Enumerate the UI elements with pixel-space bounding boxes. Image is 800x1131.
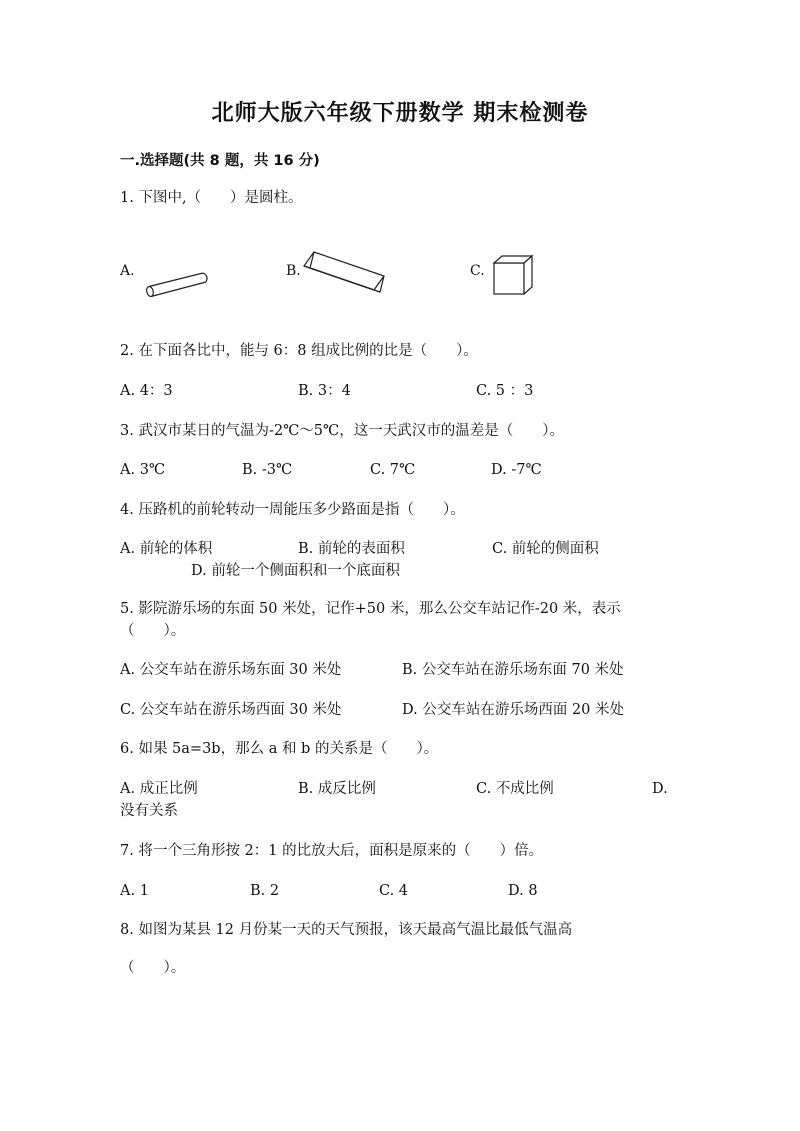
q1-option-b-label: B. <box>286 263 301 279</box>
question-8-stem-cont: （ ）。 <box>120 960 186 976</box>
question-7-stem: 7. 将一个三角形按 2：1 的比放大后，面积是原来的（ ）倍。 <box>120 843 544 859</box>
question-5-stem: 5. 影院游乐场的东面 50 米处，记作+50 米，那么公交车站记作-20 米，表示 <box>120 601 621 617</box>
q2-option-b: B. 3：4 <box>298 383 351 399</box>
q6-option-b: B. 成反比例 <box>298 781 376 797</box>
q2-option-a: A. 4：3 <box>120 383 173 399</box>
question-2-stem: 2. 在下面各比中，能与 6：8 组成比例的比是（ ）。 <box>120 343 478 359</box>
q4-option-d: D. 前轮一个侧面积和一个底面积 <box>191 563 400 579</box>
q1-option-c-label: C. <box>470 263 485 279</box>
question-5-stem-cont: （ ）。 <box>120 623 186 639</box>
q4-option-c: C. 前轮的侧面积 <box>492 541 599 557</box>
question-8-stem: 8. 如图为某县 12 月份某一天的天气预报，该天最高气温比最低气温高 <box>120 922 573 938</box>
q6-option-d: D. <box>652 781 668 797</box>
q3-option-c: C. 7℃ <box>370 462 416 478</box>
q1-option-a-label: A. <box>120 263 135 279</box>
question-3-stem: 3. 武汉市某日的气温为-2℃～5℃，这一天武汉市的温差是（ ）。 <box>120 423 564 439</box>
q7-option-b: B. 2 <box>250 883 280 899</box>
q6-option-a: A. 成正比例 <box>120 781 198 797</box>
q4-option-b: B. 前轮的表面积 <box>298 541 405 557</box>
q3-option-b: B. -3℃ <box>242 462 293 478</box>
q5-option-b: B. 公交车站在游乐场东面 70 米处 <box>402 662 624 678</box>
q3-option-d: D. -7℃ <box>491 462 542 478</box>
q2-option-c: C. 5 ：3 <box>476 383 534 399</box>
q4-option-a: A. 前轮的体积 <box>120 541 213 557</box>
page-title: 北师大版六年级下册数学 期末检测卷 <box>211 101 589 126</box>
section-heading: 一.选择题(共 8 题，共 16 分) <box>120 153 320 169</box>
q5-option-d: D. 公交车站在游乐场西面 20 米处 <box>402 702 624 718</box>
cube-figure <box>490 252 536 298</box>
question-6-stem: 6. 如果 5a=3b，那么 a 和 b 的关系是（ ）。 <box>120 741 439 757</box>
cylinder-rod-figure <box>140 268 212 300</box>
q6-option-d-text: 没有关系 <box>120 803 178 819</box>
q5-option-c: C. 公交车站在游乐场西面 30 米处 <box>120 702 342 718</box>
q7-option-a: A. 1 <box>120 883 149 899</box>
q3-option-a: A. 3℃ <box>120 462 166 478</box>
q7-option-d: D. 8 <box>508 883 538 899</box>
triangular-prism-figure <box>300 246 386 294</box>
q5-option-a: A. 公交车站在游乐场东面 30 米处 <box>120 662 342 678</box>
question-4-stem: 4. 压路机的前轮转动一周能压多少路面是指（ ）。 <box>120 502 465 518</box>
q7-option-c: C. 4 <box>379 883 409 899</box>
question-1-stem: 1. 下图中,（ ）是圆柱。 <box>120 190 303 206</box>
q6-option-c: C. 不成比例 <box>476 781 554 797</box>
